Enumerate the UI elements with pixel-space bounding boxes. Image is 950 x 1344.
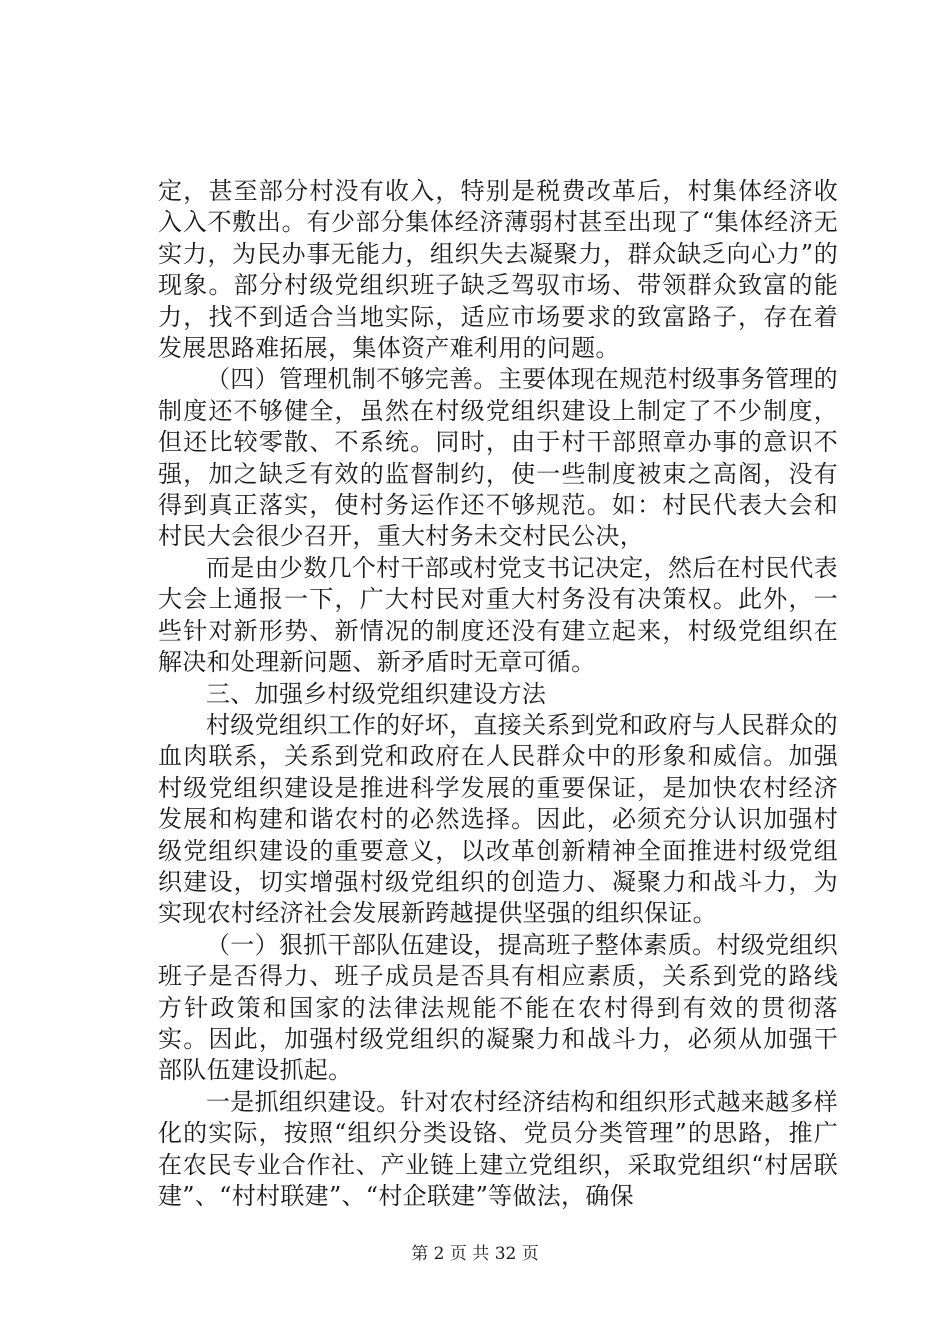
paragraph-decision-making: 而是由少数几个村干部或村党支书记决定，然后在村民代表大会上通报一下，广大村民对重大村务没有决策权。此外，一些针对新形势、新情况的制度还没有建立起来，村级党组织在解决和处理新问题、新矛盾时无章可循。 [158, 553, 838, 677]
section-heading: 三、加强乡村级党组织建设方法 [206, 679, 547, 708]
paragraph-cadre-team: （一）狠抓干部队伍建设，提高班子整体素质。村级党组织班子是否得力、班子成员是否具有相应素质，关系到党的路线方针政策和国家的法律法规能不能在农村得到有效的贯彻落实。因此，加强村级党组织的凝聚力和战斗力，必须从加强干部队伍建设抓起。 [158, 930, 838, 1085]
document-body [158, 176, 838, 1212]
paragraph-management-mechanism: （四）管理机制不够完善。主要体现在规范村级事务管理的制度还不够健全，虽然在村级党组织建设上制定了不少制度，但还比较零散、不系统。同时，由于村干部照章办事的意识不强，加之缺乏有效的监督制约，使一些制度被束之高阁，没有得到真正落实，使村务运作还不够规范。如：村民代表大会和村民大会很少召开，重大村务未交村民公决， [158, 365, 838, 551]
paragraph-continuation: 定，甚至部分村没有收入，特别是税费改革后，村集体经济收入入不敷出。有少部分集体经济薄弱村甚至出现了“集体经济无实力，为民办事无能力，组织失去凝聚力，群众缺乏向心力”的现象。部分村级党组织班子缺乏驾驭市场、带领群众致富的能力，找不到适合当地实际，适应市场要求的致富路子，存在着发展思路难拓展，集体资产难利用的问题。 [158, 177, 838, 363]
paragraph-importance: 村级党组织工作的好坏，直接关系到党和政府与人民群众的血肉联系，关系到党和政府在人民群众中的形象和威信。加强村级党组织建设是推进科学发展的重要保证，是加快农村经济发展和构建和谐农村的必然选择。因此，必须充分认识加强村级党组织建设的重要意义，以改革创新精神全面推进村级党组织建设，切实增强村级党组织的创造力、凝聚力和战斗力，为实现农村经济社会发展新跨越提供坚强的组织保证。 [158, 710, 838, 928]
page-number-footer: 第 2 页 共 32 页 [411, 1244, 539, 1264]
paragraph-organization-building: 一是抓组织建设。针对农村经济结构和组织形式越来越多样化的实际，按照“组织分类设铬、党员分类管理”的思路，推广在农民专业合作社、产业链上建立党组织，采取党组织“村居联建”、“村村联建”、“村企联建”等做法，确保 [158, 1087, 838, 1210]
